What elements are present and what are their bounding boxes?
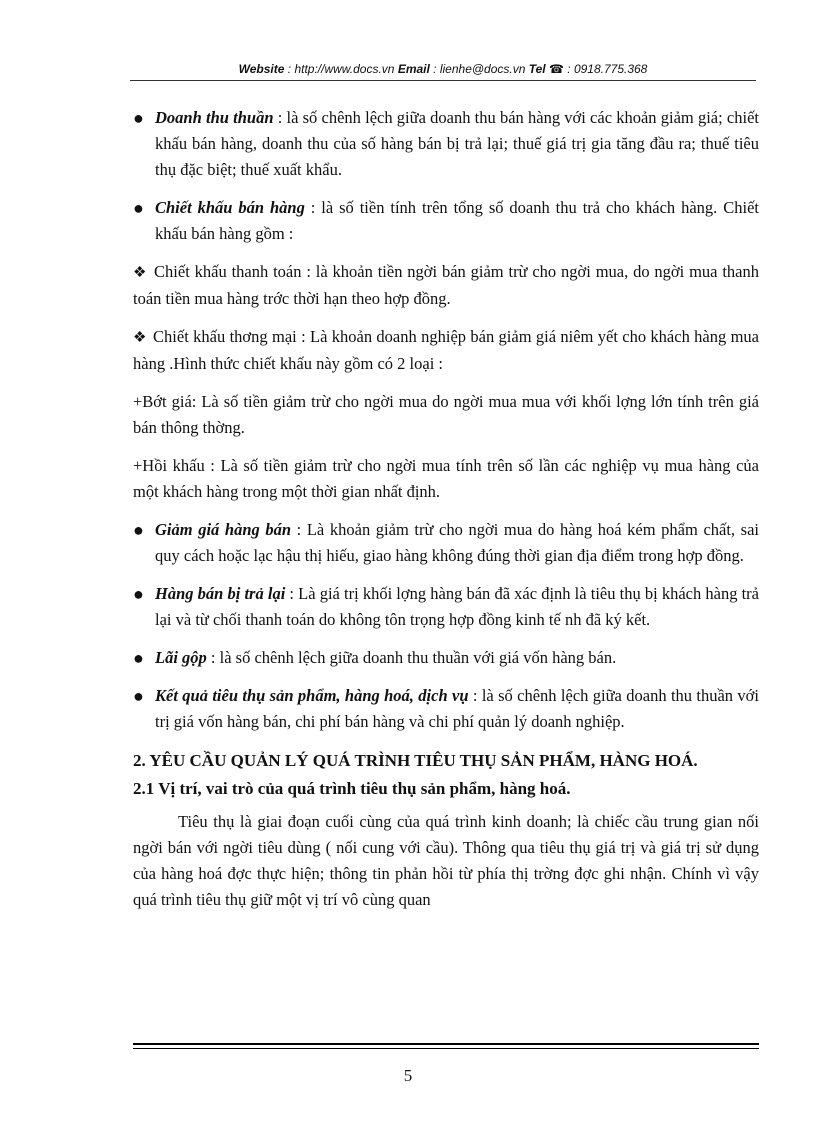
definition: : Là khoản giảm trừ cho ngời mua do hàng hoá kém phẩm chất, sai quy cách hoặc lạc hậu thị hiếu, giao hàng không đúng thời gian địa điểm trong hợp đồng. (155, 520, 760, 565)
website-label: Website (238, 62, 285, 76)
bullet-icon: ● (133, 686, 144, 706)
list-item (133, 683, 759, 735)
diamond-bullet-icon: ❖ (133, 265, 148, 281)
body-paragraph: Tiêu thụ là giai đoạn cuối cùng của quá trình kinh doanh; là chiếc cầu trung gian nối ngời bán với ngời tiêu dùng ( nối cung với cầu). Thông qua tiêu thụ giá trị và giá trị sử dụng của hàng hoá đợc thực hiện; thông tin phản hồi từ phía thị trờng đợc ghi nhận. Chính vì vậy quá trình tiêu thụ giữ một vị trí vô cùng quan (133, 812, 759, 909)
definition: : Là giá trị khối lợng hàng bán đã xác định là tiêu thụ bị khách hàng trả lại và từ chối thanh toán do không tôn trọng hợp đồng kinh tế nh đã ký kết. (155, 584, 759, 629)
page-body (133, 105, 759, 913)
tel-label: Tel (528, 62, 546, 76)
website-value: : http://www.docs.vn (284, 62, 398, 76)
list-item (133, 195, 759, 247)
bullet-icon: ● (133, 584, 144, 604)
email-value: : lienhe@docs.vn (429, 62, 529, 76)
definition: : là số chênh lệch giữa doanh thu bán hàng với các khoản giảm giá; chiết khấu bán hàng, doanh thu của số hàng bán bị trả lại; thuế giá trị gia tăng đầu ra; thuế tiêu thụ đặc biệt; thuế xuất khẩu. (155, 108, 759, 179)
bullet-icon: ● (133, 520, 144, 540)
paragraph: +Bớt giá: Là số tiền giảm trừ cho ngời mua do ngời mua mua với khối lợng lớn tính trên giá bán thông thờng. (133, 392, 759, 437)
definition: : là số tiền tính trên tổng số doanh thu trả cho khách hàng. Chiết khấu bán hàng gồm : (155, 198, 759, 243)
term: Lãi gộp (155, 648, 207, 667)
term: Hàng bán bị trả lại (155, 584, 286, 603)
email-label: Email (397, 62, 430, 76)
footer-divider (133, 1043, 759, 1049)
term: Chiết khấu bán hàng (155, 198, 305, 217)
header-divider (130, 80, 756, 81)
term: Doanh thu thuần (155, 108, 274, 127)
diamond-bullet-icon: ❖ (133, 330, 147, 346)
section-heading: 2. YÊU CẦU QUẢN LÝ QUÁ TRÌNH TIÊU THỤ SẢN PHẨM, HÀNG HOÁ. (133, 751, 698, 770)
paragraph: +Hồi khấu : Là số tiền giảm trừ cho ngời mua tính trên số lần các nghiệp vụ mua hàng của một khách hàng trong một thời gian nhất định. (133, 456, 759, 501)
bullet-icon: ● (133, 108, 144, 128)
term: Kết quả tiêu thụ sản phẩm, hàng hoá, dịch vụ (155, 686, 469, 705)
paragraph (133, 259, 759, 312)
definition: : là số chênh lệch giữa doanh thu thuần với giá vốn hàng bán. (206, 648, 617, 667)
term: Giảm giá hàng bán (155, 520, 292, 539)
page-header (130, 62, 756, 76)
tel-value: ☎ : 0918.775.368 (545, 62, 648, 76)
definition: : là số chênh lệch giữa doanh thu thuần với trị giá vốn hàng bán, chi phí bán hàng và chi phí quản lý doanh nghiệp. (155, 686, 759, 731)
list-item (133, 517, 759, 569)
paragraph-text: Chiết khấu thơng mại : Là khoản doanh nghiệp bán giảm giá niêm yết cho khách hàng mua hàng .Hình thức chiết khấu này gồm có 2 loại : (133, 327, 760, 373)
bullet-icon: ● (133, 648, 144, 668)
subsection-heading: 2.1 Vị trí, vai trò của quá trình tiêu thụ sản phẩm, hàng hoá. (133, 779, 571, 798)
bullet-icon: ● (133, 198, 144, 218)
paragraph (133, 324, 759, 377)
paragraph-text: Chiết khấu thanh toán : là khoản tiền ngời bán giảm trừ cho ngời mua, do ngời mua thanh toán tiền mua hàng trớc thời hạn theo hợp đồng. (133, 262, 760, 308)
list-item (133, 581, 759, 633)
list-item (133, 105, 759, 183)
page-number: 5 (403, 1066, 413, 1085)
list-item (133, 645, 759, 671)
